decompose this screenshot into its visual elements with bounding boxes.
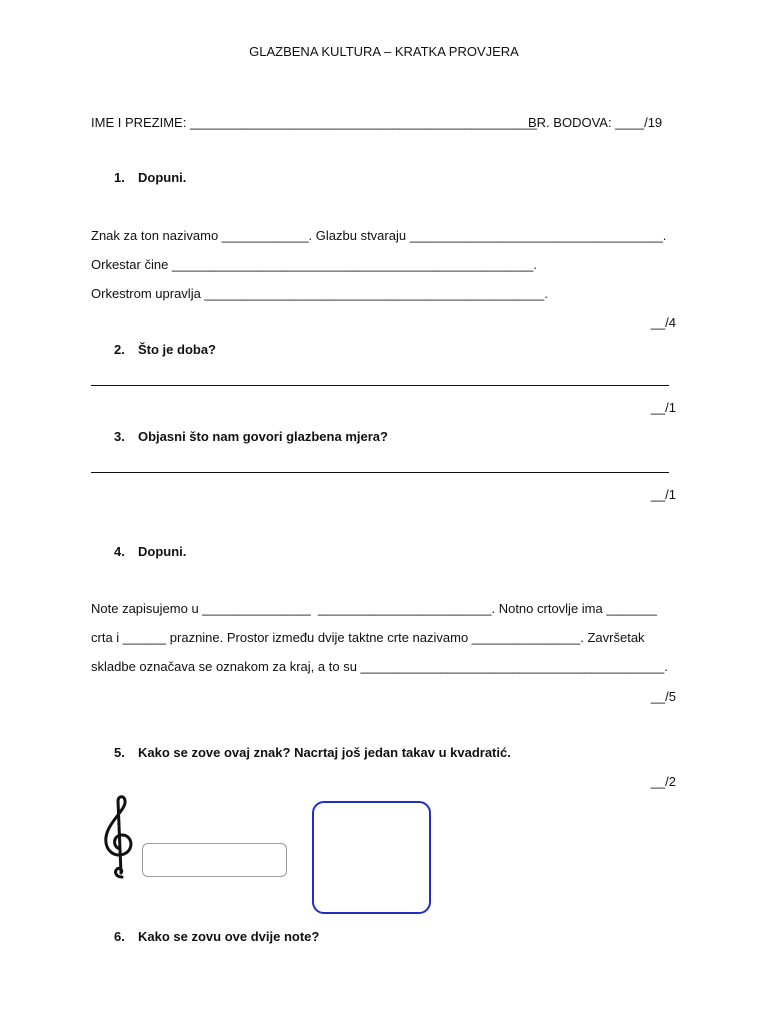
q5-score: __/2 — [650, 774, 676, 789]
q1-number: 1. — [114, 170, 125, 185]
q3-text: Objasni što nam govori glazbena mjera? — [138, 429, 388, 444]
q4-line-2[interactable]: crta i ______ praznine. Prostor između dvije taktne crte nazivamo _______________. Završetak — [91, 630, 645, 645]
treble-clef-icon — [100, 793, 140, 879]
q4-number: 4. — [114, 544, 125, 559]
q3-answer-line[interactable] — [91, 472, 669, 473]
q4-line-3[interactable]: skladbe označava se oznakom za kraj, a to su __________________________________________. — [91, 659, 668, 674]
q1-score: __/4 — [650, 315, 676, 330]
q3-number: 3. — [114, 429, 125, 444]
q1-text: Dopuni. — [138, 170, 187, 185]
q1-line-1[interactable]: Znak za ton nazivamo ____________. Glazbu stvaraju ___________________________________. — [91, 228, 667, 243]
drawing-square[interactable] — [312, 801, 431, 914]
q6-number: 6. — [114, 929, 125, 944]
name-field-line[interactable]: IME I PREZIME: ________________________________________________ — [91, 115, 537, 130]
q2-text: Što je doba? — [138, 342, 216, 357]
q2-score: __/1 — [650, 400, 676, 415]
q3-score: __/1 — [650, 487, 676, 502]
clef-name-answer-box[interactable] — [142, 843, 287, 877]
q4-score: __/5 — [650, 689, 676, 704]
q2-answer-line[interactable] — [91, 385, 669, 386]
q4-text: Dopuni. — [138, 544, 187, 559]
q6-text: Kako se zovu ove dvije note? — [138, 929, 320, 944]
page-title: GLAZBENA KULTURA – KRATKA PROVJERA — [249, 44, 519, 59]
q2-number: 2. — [114, 342, 125, 357]
q1-line-3[interactable]: Orkestrom upravlja _______________________________________________. — [91, 286, 548, 301]
q5-text: Kako se zove ovaj znak? Nacrtaj još jedan takav u kvadratić. — [138, 745, 511, 760]
q1-line-2[interactable]: Orkestar čine __________________________________________________. — [91, 257, 538, 272]
q5-number: 5. — [114, 745, 125, 760]
points-total: BR. BODOVA: ____/19 — [528, 115, 663, 130]
q4-line-1[interactable]: Note zapisujemo u _______________ ________________________. Notno crtovlje ima _______ — [91, 601, 657, 616]
